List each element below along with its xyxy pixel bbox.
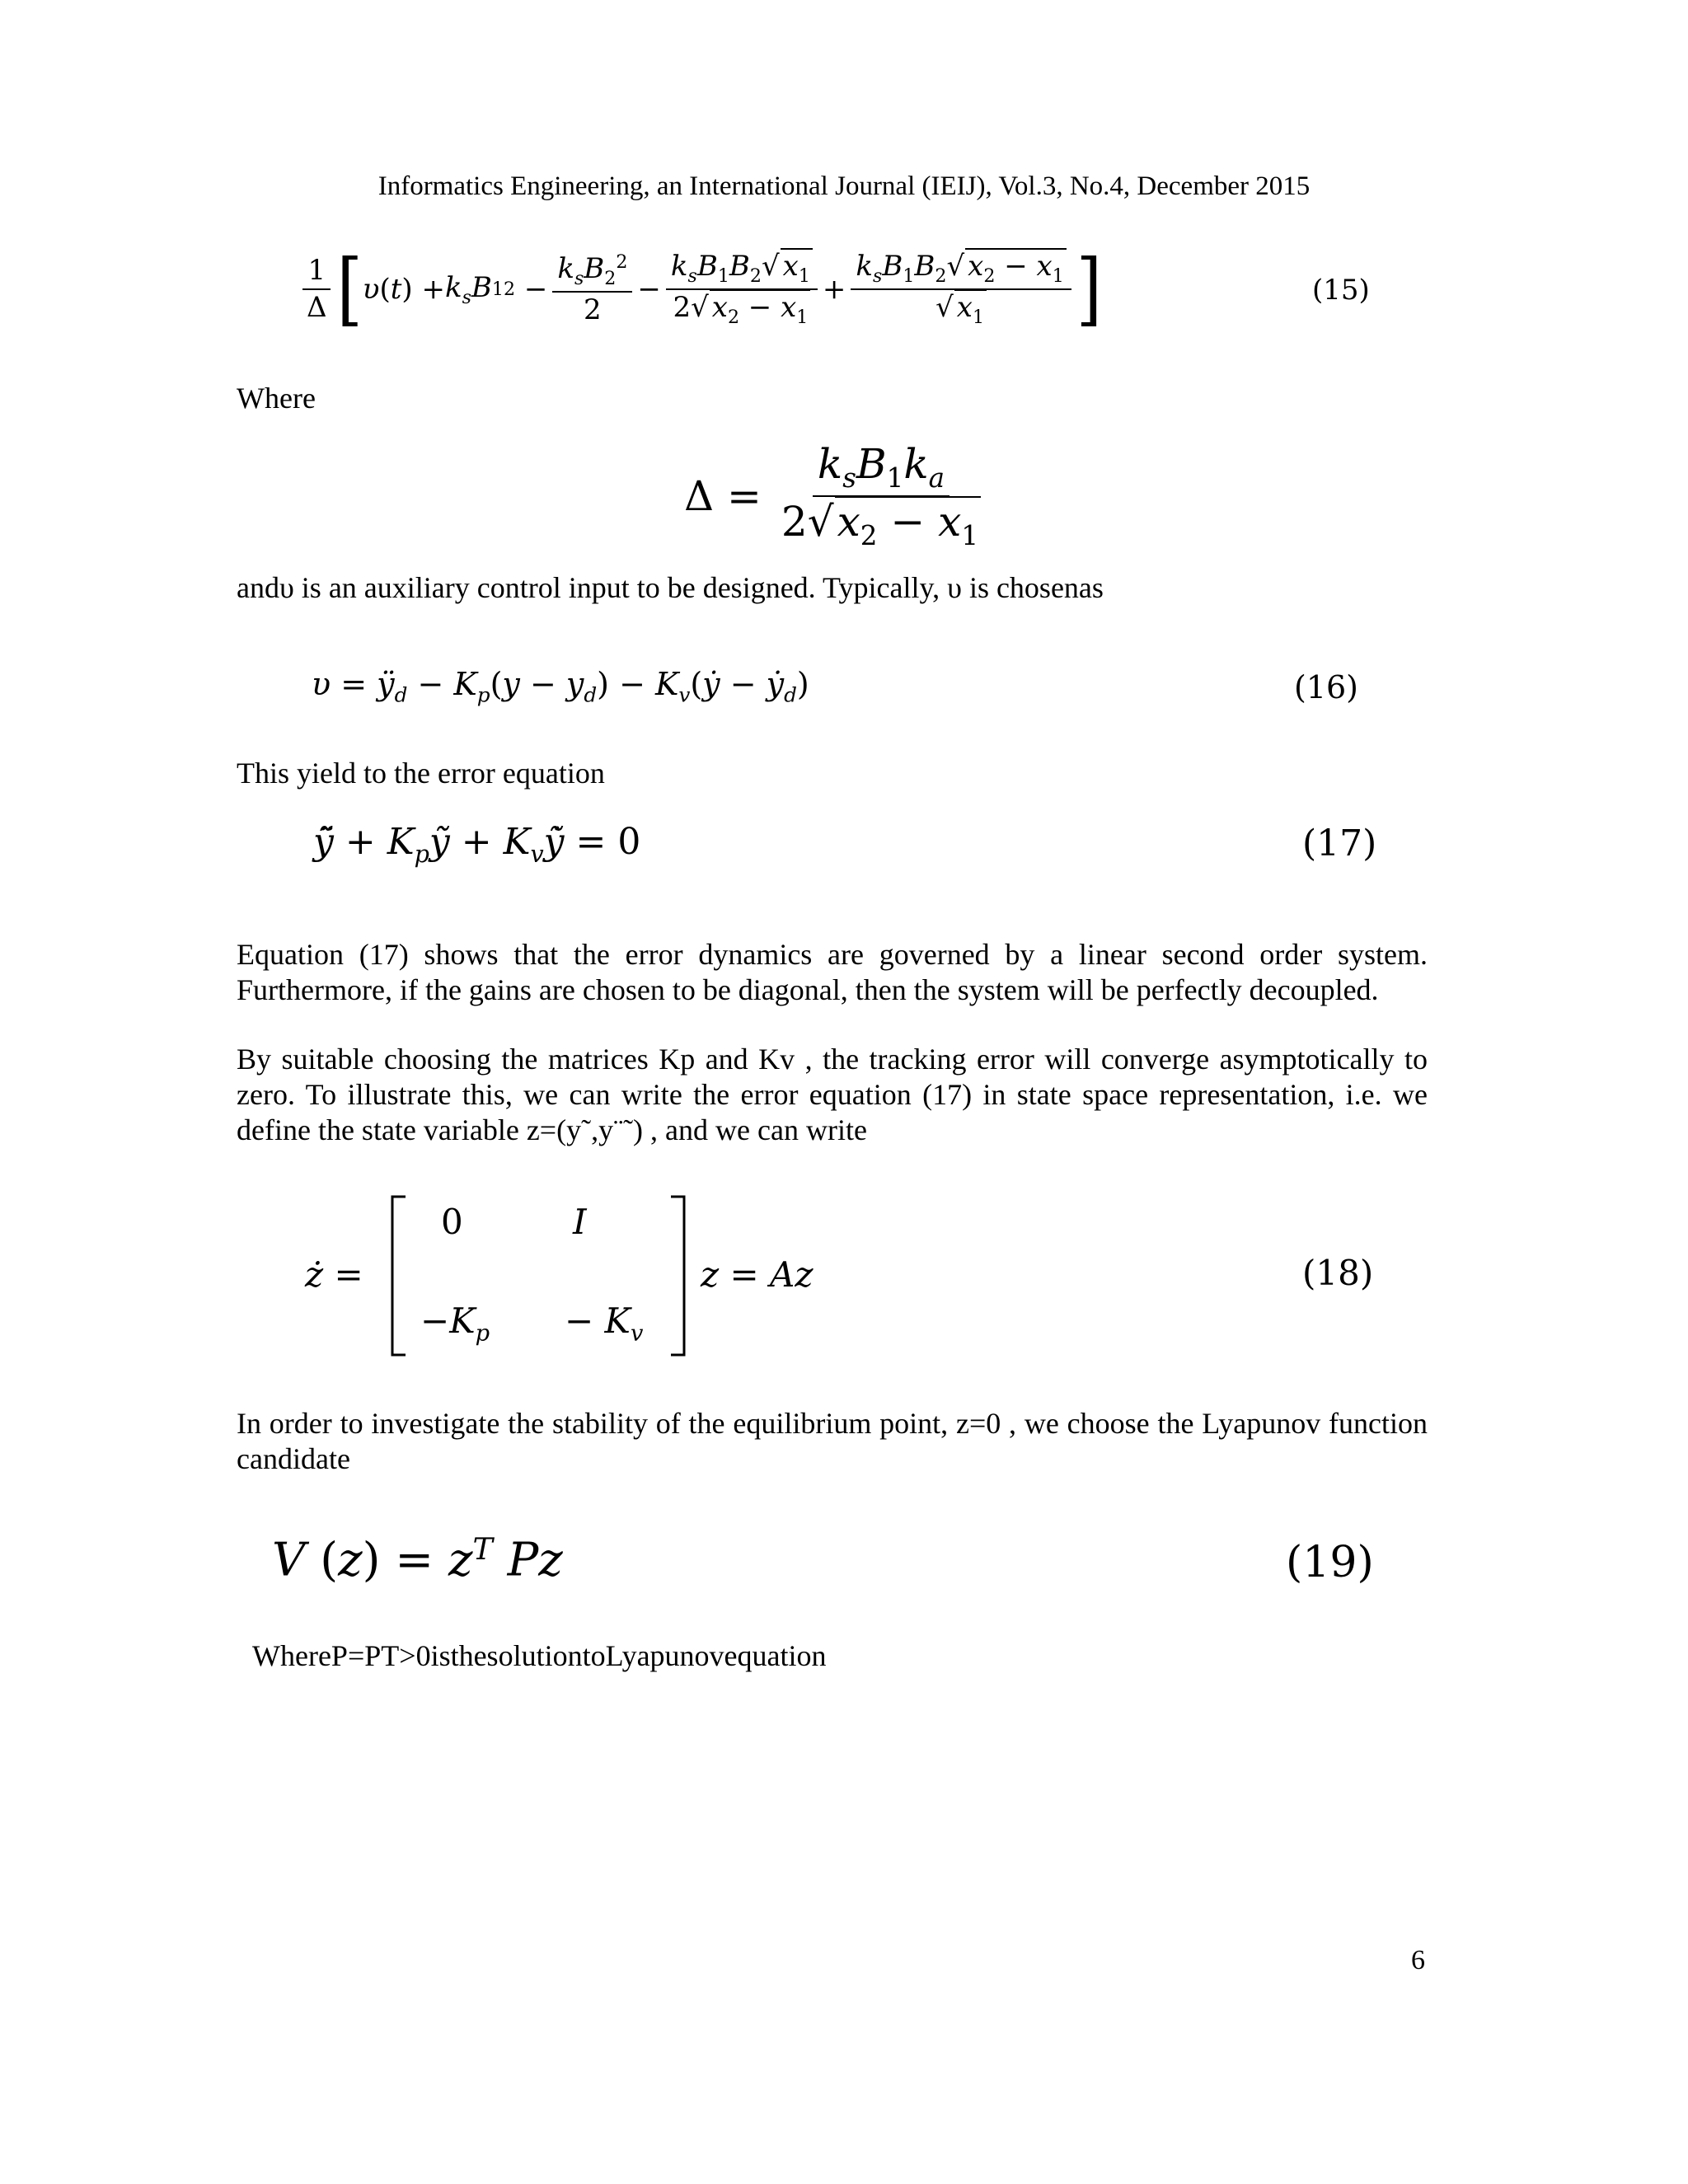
page-number: 6 — [1411, 1945, 1425, 1975]
paragraph-where: Where — [237, 382, 316, 415]
matrix-left-bracket — [389, 1195, 409, 1357]
paragraph-error-dynamics: Equation (17) shows that the error dynamics are governed by a linear second order system. Furthermore, if the gains are chosen to be diagonal, then the system will be perfectly decoupled. — [237, 938, 1428, 1006]
paragraph-error-equation: This yield to the error equation — [237, 757, 605, 790]
matrix-right-bracket — [668, 1195, 687, 1357]
paragraph-lyapunov-solution: WhereP=PT>0isthesolutiontoLyapunovequation — [252, 1639, 827, 1672]
equation-15-number: (15) — [1312, 274, 1370, 307]
equation-delta: Δ = $\frac{k_sB_1k_a}{2√x_2 - x_1}$ — [684, 438, 991, 554]
equation-17: ÿ̃ + $K_pỹ$ + $K_vẏ̃ = 0$ — [313, 821, 641, 868]
equation-18-number: (18) — [1302, 1253, 1374, 1293]
paragraph-stability: In order to investigate the stability of the equilibrium point, z=0 , we choose the Lyapunov function candidate — [237, 1407, 1428, 1475]
journal-header: Informatics Engineering, an International Journal (IEIJ), Vol.3, No.4, December 2015 — [377, 171, 1311, 201]
paragraph-gain-matrices: By suitable choosing the matrices Kp and Kv , the tracking error will converge asymptotically to zero. To illustrate this, we can write the error equation (17) in state space representation, i.e. we define the state variable z=(y˜,y¨˜) , and we can write — [237, 1043, 1428, 1146]
equation-19-number: (19) — [1286, 1538, 1374, 1587]
equation-16: $\upsilon = ÿ_d - K_p(y - y_d)$ − $K_v(ẏ$ − ẏ$_d$) — [312, 666, 809, 707]
paragraph-auxiliary-input: andυ is an auxiliary control input to be designed. Typically, υ is chosenas — [237, 571, 1104, 604]
equation-18: ż = 0 I $-K_p$ − $K_v$ z = Az — [305, 1195, 832, 1360]
equation-17-number: (17) — [1302, 823, 1377, 865]
equation-19: V $(z) = z^T$ Pz — [272, 1531, 563, 1587]
equation-16-number: (16) — [1294, 669, 1359, 705]
equation-15: $\frac{1}{\Delta}$ [ υ ( t ) + $k_sB$ 1 2 − $\frac{k_sB_2^2}{2}$ − $\frac{k_sB_1B_2√ x_1}{2√ x_2 - x_1}$ + $\frac{k_sB_1B_2√ x_2 - x_1}{√ x_1}$ ] — [297, 244, 1102, 335]
